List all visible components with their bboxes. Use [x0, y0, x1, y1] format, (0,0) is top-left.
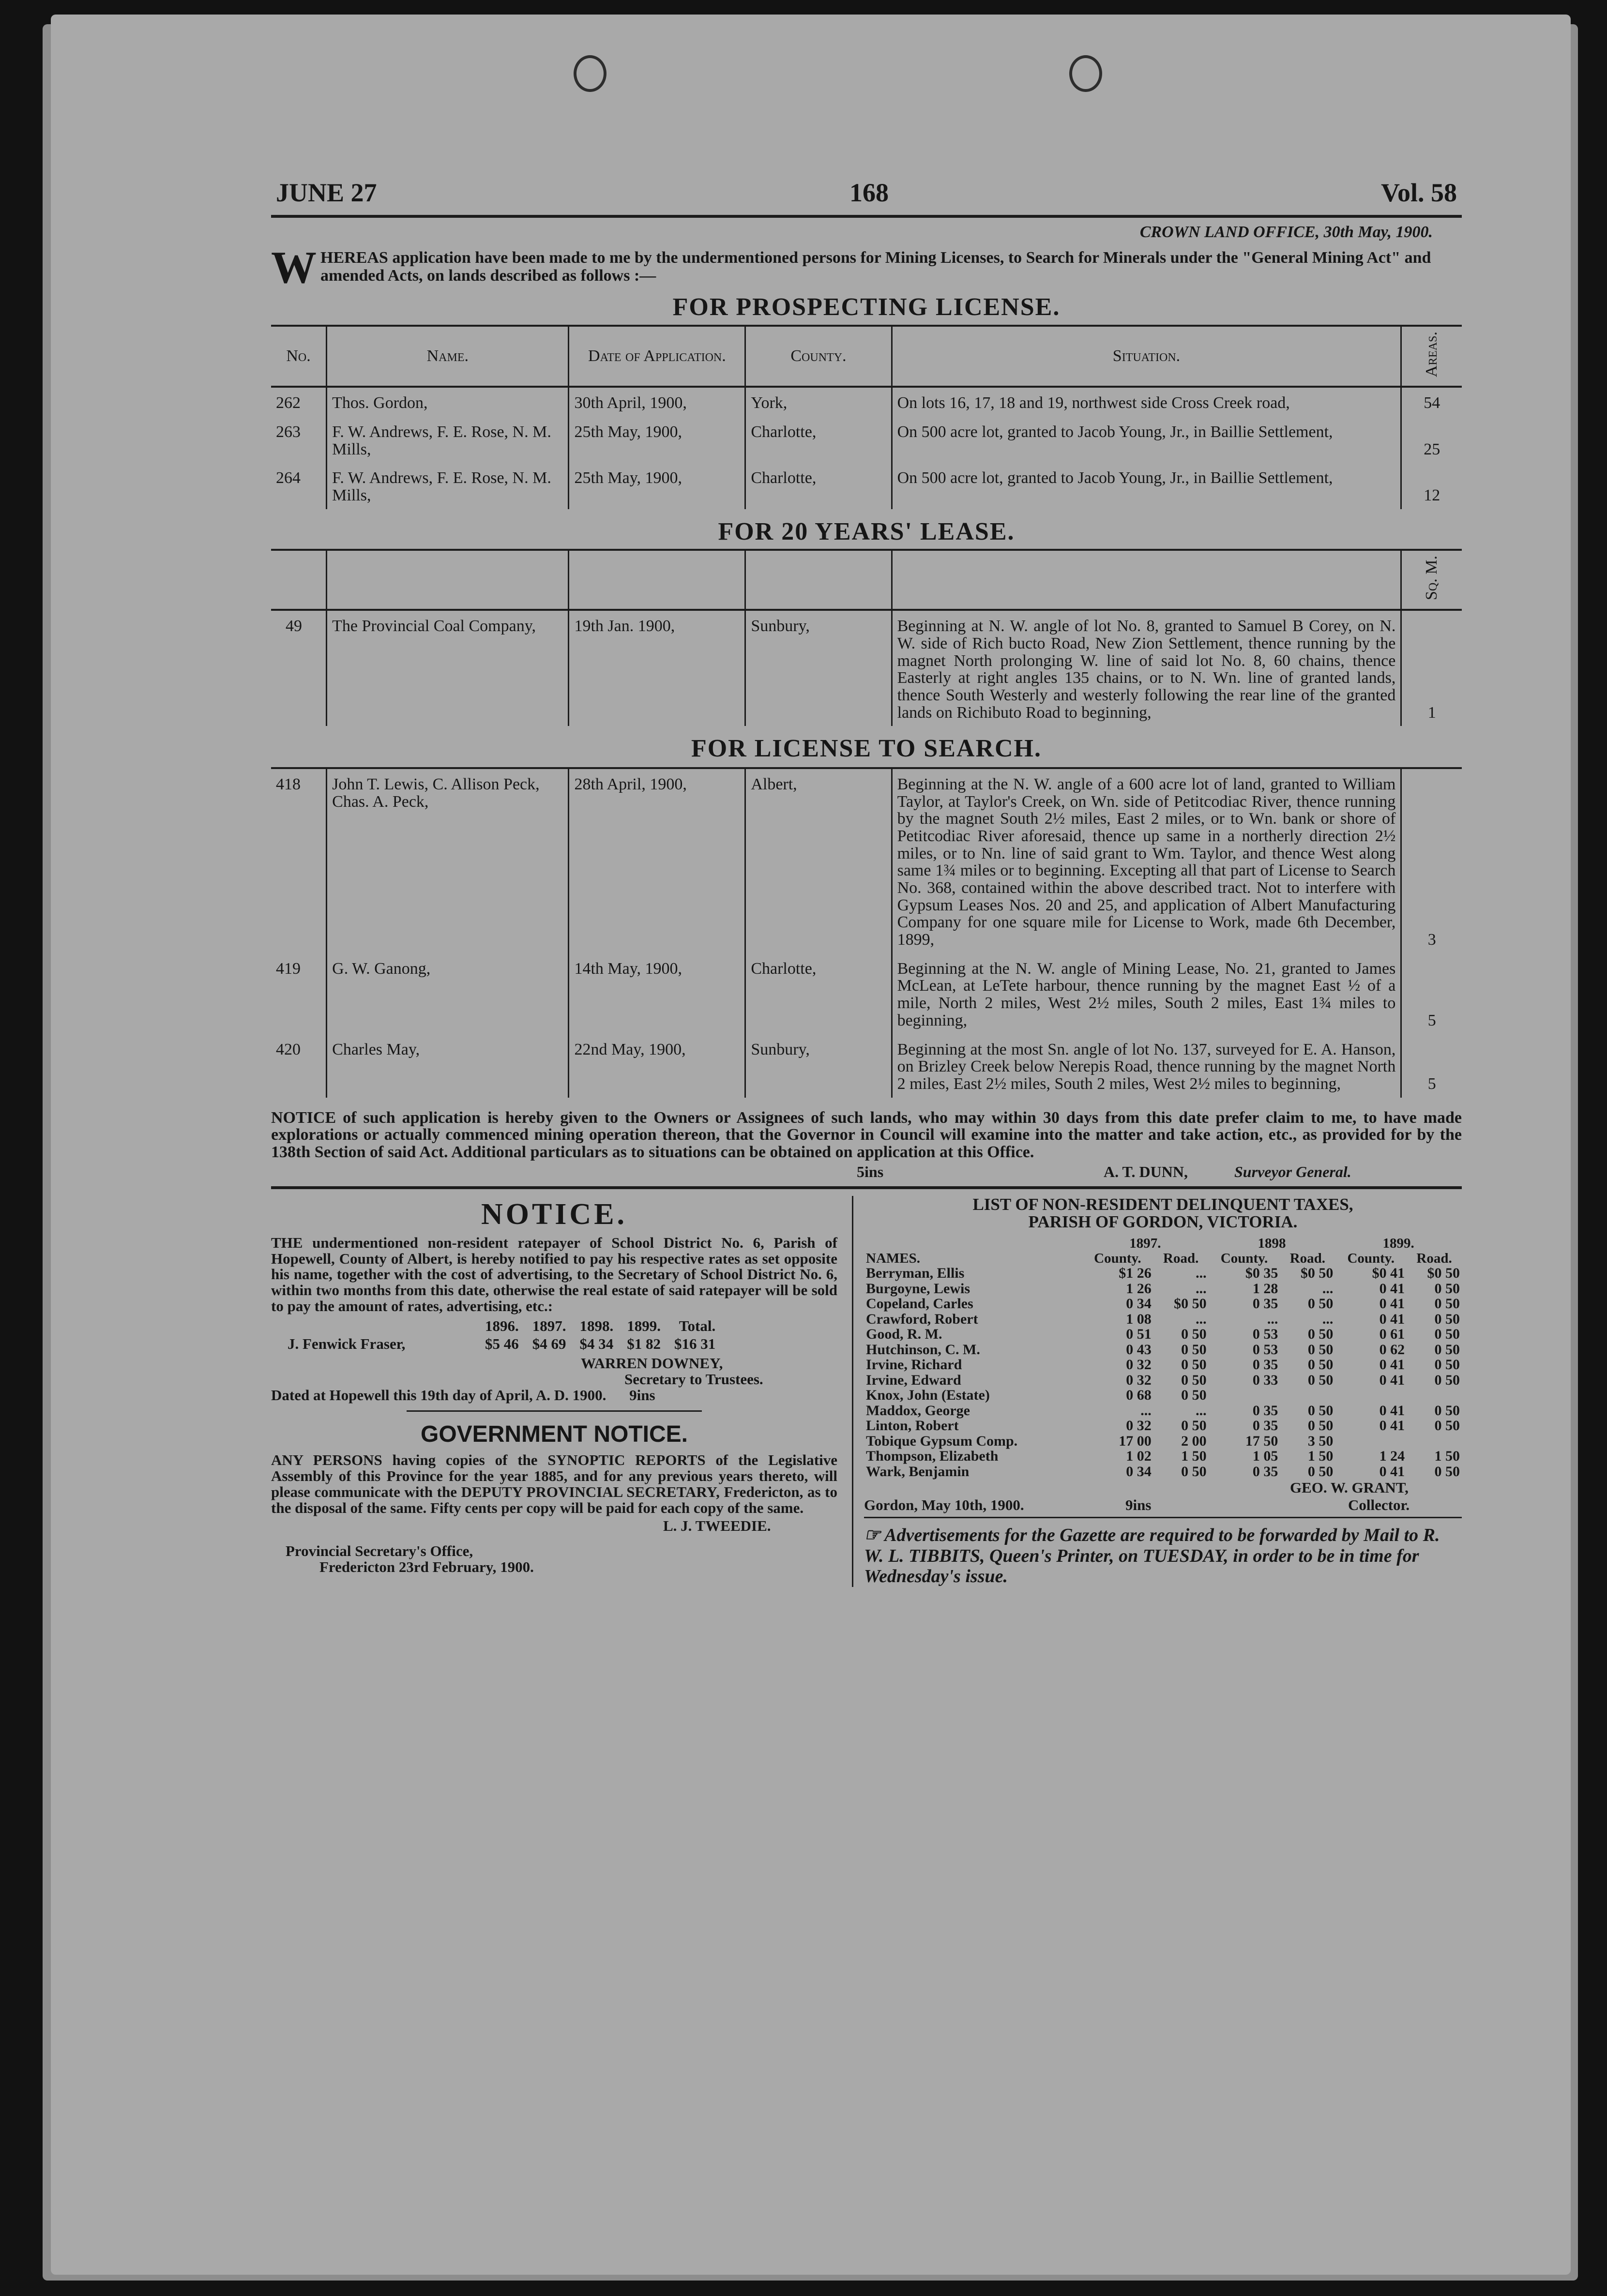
row-no: 264 [271, 463, 327, 509]
col-blank [271, 550, 327, 610]
tax-amount: 1 02 [1126, 1448, 1152, 1465]
row-county: Charlotte, [745, 953, 892, 1034]
tax-col-road: Road. [1416, 1250, 1452, 1266]
tax-col-county: County. [1347, 1250, 1395, 1266]
tax-amount: 0 50 [1307, 1463, 1334, 1480]
tax-amount: 0 50 [1434, 1311, 1460, 1327]
tax-amount: 0 50 [1181, 1372, 1207, 1388]
table-row [271, 387, 1462, 417]
row-name: Thos. Gordon, [327, 387, 569, 417]
tax-amount: 0 50 [1434, 1357, 1460, 1373]
row-no: 418 [271, 769, 327, 953]
collector-title: Collector. [1348, 1496, 1410, 1514]
tax-amount: 0 61 [1379, 1326, 1405, 1343]
tax-amount: ... [1196, 1311, 1207, 1327]
taxpayer-name: Berryman, Ellis [866, 1265, 965, 1282]
search-table [271, 769, 1462, 1098]
tax-amount: 0 50 [1434, 1296, 1460, 1312]
row-name: F. W. Andrews, F. E. Rose, N. M. Mills, [327, 463, 569, 509]
row-area: 25 [1424, 440, 1440, 458]
tax-amount: $0 41 [1372, 1265, 1405, 1282]
signer-title: Surveyor General. [1234, 1163, 1351, 1180]
tax-amount [1335, 1434, 1407, 1449]
tax-amount: 0 50 [1434, 1326, 1460, 1343]
table-row [864, 1434, 1462, 1449]
table-row [864, 1373, 1462, 1388]
tax-amount: ... [1140, 1402, 1152, 1419]
row-date: 30th April, 1900, [569, 387, 745, 417]
table-row [864, 1342, 1462, 1358]
taxpayer-name: Tobique Gypsum Comp. [866, 1433, 1018, 1449]
amount: $5 46 [485, 1335, 519, 1352]
tax-amount [1407, 1434, 1462, 1449]
tax-amount: 1 28 [1252, 1280, 1278, 1297]
row-situation: Beginning at the N. W. angle of Mining Lease, No. 21, granted to James McLean, at LeTete harbour, thence running by the magnet East ½ of a mile, North 2 miles, West 2½ miles, South 2 miles, East 1¾ miles to beginning, [892, 953, 1401, 1034]
school-signer: WARREN DOWNEY, [581, 1355, 723, 1372]
tax-amount: 0 35 [1252, 1357, 1278, 1373]
lower-columns [271, 1196, 1462, 1587]
row-area: 5 [1427, 1011, 1436, 1029]
table-row [864, 1357, 1462, 1373]
divider [407, 1410, 702, 1412]
row-county: Sunbury, [745, 610, 892, 726]
year-1897: 1897. [532, 1317, 566, 1335]
intro-paragraph [271, 242, 1462, 293]
year-1899: 1899. [627, 1317, 661, 1335]
volume-number: Vol. 58 [1380, 178, 1457, 207]
row-situation: On 500 acre lot, granted to Jacob Young, Jr., in Baillie Settlement, [892, 417, 1401, 463]
tax-amount [1209, 1388, 1280, 1403]
tax-table [864, 1236, 1462, 1479]
taxpayer-name: Wark, Benjamin [866, 1463, 970, 1480]
tax-amount: 0 50 [1181, 1357, 1207, 1373]
gov-signer: L. J. TWEEDIE. [663, 1517, 771, 1534]
table-row [864, 1464, 1462, 1480]
taxpayer-name: Crawford, Robert [866, 1311, 978, 1327]
tax-amount: 0 41 [1379, 1402, 1405, 1419]
row-situation: Beginning at N. W. angle of lot No. 8, granted to Samuel B Corey, on N. W. side of Rich bucto Road, New Zion Settlement, thence running by the magnet North prolonging W. line of said lot No. 8, 60 chains, thence Easterly at right angles 135 chains, or to N. Wn. line of granted lands, thence South Westerly and westerly following the rear line of the granted lands on Richibuto Road to beginning, [892, 610, 1401, 726]
intro-text: HEREAS application have been made to me by the undermentioned persons for Mining Licenses, to Search for Minerals under the "General Mining Act" and amended Acts, on lands described as follows :— [320, 248, 1431, 285]
tax-amount: 0 50 [1434, 1402, 1460, 1419]
tax-collector-line [864, 1480, 1462, 1497]
section-title-search: FOR LICENSE TO SEARCH. [271, 736, 1462, 769]
tax-amount: 1 50 [1434, 1448, 1460, 1465]
right-column [853, 1196, 1462, 1587]
section-title-prospecting: FOR PROSPECTING LICENSE. [672, 293, 1061, 321]
tax-amount: 0 50 [1181, 1463, 1207, 1480]
taxpayer-name: Copeland, Carles [866, 1296, 973, 1312]
gov-place-date: Fredericton 23rd February, 1900. [319, 1558, 534, 1576]
issue-date: JUNE 27 [276, 178, 377, 207]
row-county: York, [745, 387, 892, 417]
tax-amount: 0 41 [1379, 1372, 1405, 1388]
tax-dated-line [864, 1497, 1462, 1515]
tax-amount: 0 50 [1181, 1326, 1207, 1343]
prospecting-table [271, 325, 1462, 509]
tax-amount: 0 50 [1307, 1296, 1334, 1312]
office-dateline: CROWN LAND OFFICE, 30th May, 1900. [1139, 223, 1433, 241]
tax-amount: 0 41 [1379, 1463, 1405, 1480]
row-area: 3 [1427, 931, 1436, 949]
tax-amount: 0 33 [1252, 1372, 1278, 1388]
tax-amount: 0 41 [1379, 1418, 1405, 1434]
school-notice-title: NOTICE. [481, 1197, 628, 1231]
tax-amount: 0 50 [1434, 1341, 1460, 1358]
row-no: 420 [271, 1034, 327, 1098]
table-row [271, 417, 1462, 463]
row-no: 262 [271, 387, 327, 417]
table-row [271, 1034, 1462, 1098]
tax-amount: ... [1322, 1311, 1334, 1327]
row-date: 19th Jan. 1900, [569, 610, 745, 726]
table-row [864, 1281, 1462, 1297]
tax-amount: 0 50 [1307, 1418, 1334, 1434]
tax-amount: $0 50 [1174, 1296, 1207, 1312]
header-rule [271, 215, 1462, 218]
tax-amount: 0 53 [1252, 1326, 1278, 1343]
tax-list-title-1: LIST OF NON-RESIDENT DELINQUENT TAXES, [972, 1194, 1353, 1214]
row-county: Charlotte, [745, 417, 892, 463]
col-county: County. [745, 326, 892, 387]
tax-year-1897: 1897. [1129, 1236, 1161, 1252]
tax-amount: ... [1196, 1402, 1207, 1419]
gov-notice-title: GOVERNMENT NOTICE. [420, 1421, 688, 1447]
tax-amount: 0 43 [1126, 1341, 1152, 1358]
drop-cap: W [271, 242, 317, 293]
row-date: 25th May, 1900, [569, 417, 745, 463]
divider [864, 1517, 1462, 1518]
table-row [271, 953, 1462, 1034]
tax-amount: 0 50 [1181, 1418, 1207, 1434]
table-row [271, 463, 1462, 509]
row-no: 263 [271, 417, 327, 463]
tax-amount: 1 24 [1379, 1448, 1405, 1465]
table-header-row [271, 326, 1462, 387]
tax-amount: 0 32 [1126, 1372, 1152, 1388]
tax-amount: 0 41 [1379, 1311, 1405, 1327]
fees-table [281, 1317, 722, 1353]
table-row [864, 1312, 1462, 1327]
table-row [271, 610, 1462, 726]
tax-amount: 0 50 [1307, 1402, 1334, 1419]
taxpayer-name: Irvine, Edward [866, 1372, 961, 1388]
amount: $1 82 [627, 1335, 661, 1352]
tax-amount: 0 35 [1252, 1418, 1278, 1434]
tax-col-road: Road. [1163, 1250, 1199, 1266]
col-blank [892, 550, 1401, 610]
row-county: Albert, [745, 769, 892, 953]
tax-amount: $1 26 [1119, 1265, 1152, 1282]
row-area: 54 [1424, 394, 1440, 412]
tax-amount [1280, 1388, 1335, 1403]
taxpayer-name: Maddox, George [866, 1402, 970, 1419]
row-date: 22nd May, 1900, [569, 1034, 745, 1098]
row-no: 419 [271, 953, 327, 1034]
payer-name: J. Fenwick Fraser, [288, 1335, 406, 1352]
tax-amount: ... [1322, 1280, 1334, 1297]
taxpayer-name: Good, R. M. [866, 1326, 942, 1343]
year-total: Total. [679, 1317, 716, 1335]
col-areas-label: Areas. [1423, 332, 1441, 378]
gov-office: Provincial Secretary's Office, [286, 1542, 473, 1560]
tax-amount: 0 50 [1181, 1341, 1207, 1358]
col-name: Name. [327, 326, 569, 387]
col-areas [1401, 326, 1462, 387]
tax-amount: 0 53 [1252, 1341, 1278, 1358]
row-county: Sunbury, [745, 1034, 892, 1098]
taxpayer-name: Knox, John (Estate) [866, 1387, 990, 1404]
tax-amount: 0 50 [1434, 1372, 1460, 1388]
tax-amount: $0 50 [1300, 1265, 1334, 1282]
col-blank [569, 550, 745, 610]
tax-year-1898: 1898 [1258, 1236, 1286, 1252]
table-row [281, 1335, 722, 1353]
row-date: 14th May, 1900, [569, 953, 745, 1034]
tax-amount: 3 50 [1307, 1433, 1334, 1449]
running-head [271, 179, 1462, 213]
table-row [864, 1403, 1462, 1419]
row-name: The Provincial Coal Company, [327, 610, 569, 726]
page-content [271, 179, 1462, 1587]
col-situation: Situation. [892, 326, 1401, 387]
year-1896: 1896. [485, 1317, 519, 1335]
table-row [864, 1266, 1462, 1281]
col-blank [327, 550, 569, 610]
tax-amount: 1 05 [1252, 1448, 1278, 1465]
tax-amount: 0 62 [1379, 1341, 1405, 1358]
tax-amount: 0 50 [1434, 1463, 1460, 1480]
row-situation: On lots 16, 17, 18 and 19, northwest side Cross Creek road, [892, 387, 1401, 417]
school-signer-title: Secretary to Trustees. [624, 1371, 763, 1388]
tax-amount: ... [1196, 1265, 1207, 1282]
table-row [864, 1449, 1462, 1464]
fees-years-row [281, 1317, 722, 1335]
tax-amount: 0 35 [1252, 1296, 1278, 1312]
tax-col-county: County. [1220, 1250, 1268, 1266]
table-row [864, 1418, 1462, 1434]
amount: $4 69 [532, 1335, 566, 1352]
school-dated-line [271, 1388, 837, 1404]
col-sqm [1401, 550, 1462, 610]
tax-amount: 17 50 [1245, 1433, 1278, 1449]
tax-amount: 1 50 [1307, 1448, 1334, 1465]
notice-signature [271, 1161, 1462, 1184]
lease-table [271, 549, 1462, 726]
table-row [864, 1296, 1462, 1312]
tax-col-names: NAMES. [866, 1250, 920, 1266]
row-area: 1 [1427, 703, 1436, 722]
tax-amount: 0 32 [1126, 1357, 1152, 1373]
table-row [864, 1388, 1462, 1403]
tax-blank [864, 1236, 1082, 1251]
tax-amount [1407, 1388, 1462, 1403]
taxpayer-name: Irvine, Richard [866, 1357, 962, 1373]
taxpayer-name: Thompson, Elizabeth [866, 1448, 999, 1465]
taxpayer-name: Hutchinson, C. M. [866, 1341, 980, 1358]
tax-ins: 9ins [1125, 1496, 1152, 1514]
tax-amount: 1 08 [1126, 1311, 1152, 1327]
left-column [271, 1196, 853, 1587]
row-name: John T. Lewis, C. Allison Peck, Chas. A. Peck, [327, 769, 569, 953]
binding-hole-right [1069, 55, 1102, 92]
gov-notice-body: ANY PERSONS having copies of the SYNOPTIC REPORTS of the Legislative Assembly of this Province for the year 1885, and for any previous years thereto, will please communicate with the DEPUTY PROVINCIAL SECRETARY, Fredericton, as to the disposal of the same. Fifty cents per copy will be paid for each copy of the same. [271, 1451, 837, 1516]
tax-col-county: County. [1094, 1250, 1141, 1266]
page-number: 168 [849, 178, 889, 207]
table-header-row [271, 550, 1462, 610]
table-row [864, 1327, 1462, 1342]
tax-amount: 0 41 [1379, 1357, 1405, 1373]
tax-amount: 1 50 [1181, 1448, 1207, 1465]
application-notice: NOTICE of such application is hereby given to the Owners or Assignees of such lands, who may within 30 days from this date prefer claim to me, to have made explorations or actually commenced mining operation thereon, that the Governor in Council will examine into the matter and take action, etc., as provided for by the 138th Section of said Act. Additional particulars as to situations can be obtained on application at this Office. [271, 1108, 1462, 1161]
row-situation: Beginning at the most Sn. angle of lot No. 137, surveyed for E. A. Hanson, on Brizley Creek below Nerepis Road, thence running by the magnet North 2 miles, East 2½ miles, South 2 miles, West 2½ miles to beginning, [892, 1034, 1401, 1098]
tax-amount: 0 32 [1126, 1418, 1152, 1434]
tax-amount: 0 41 [1379, 1296, 1405, 1312]
year-1898: 1898. [579, 1317, 614, 1335]
row-name: Charles May, [327, 1034, 569, 1098]
school-ins: 9ins [629, 1386, 655, 1404]
signer-name: A. T. DUNN, [1104, 1163, 1188, 1180]
tax-amount: 0 34 [1126, 1463, 1152, 1480]
tax-amount: 0 50 [1181, 1387, 1207, 1404]
tax-amount [1335, 1388, 1407, 1403]
row-date: 25th May, 1900, [569, 463, 745, 509]
row-situation: On 500 acre lot, granted to Jacob Young, Jr., in Baillie Settlement, [892, 463, 1401, 509]
section-title-lease: FOR 20 YEARS' LEASE. [718, 517, 1015, 545]
fees-blank [281, 1317, 478, 1335]
taxpayer-name: Burgoyne, Lewis [866, 1280, 970, 1297]
row-date: 28th April, 1900, [569, 769, 745, 953]
tax-amount: 0 50 [1434, 1280, 1460, 1297]
tax-amount: 0 50 [1307, 1357, 1334, 1373]
tax-amount: 17 00 [1119, 1433, 1152, 1449]
tax-amount: 0 50 [1307, 1341, 1334, 1358]
col-blank [745, 550, 892, 610]
tax-amount: 1 26 [1126, 1280, 1152, 1297]
tax-amount: ... [1196, 1280, 1207, 1297]
tax-amount: ... [1267, 1311, 1278, 1327]
tax-col-road: Road. [1289, 1250, 1326, 1266]
tax-amount: 0 34 [1126, 1296, 1152, 1312]
row-no: 49 [271, 610, 327, 726]
row-name: G. W. Ganong, [327, 953, 569, 1034]
tax-amount: 0 50 [1434, 1418, 1460, 1434]
tax-cols-row [864, 1251, 1462, 1266]
collector-name: GEO. W. GRANT, [1290, 1479, 1409, 1496]
amount-total: $16 31 [674, 1335, 716, 1352]
row-area: 5 [1427, 1074, 1436, 1093]
tax-amount: 0 35 [1252, 1402, 1278, 1419]
col-date: Date of Application. [569, 326, 745, 387]
school-notice-body: THE undermentioned non-resident ratepayer of School District No. 6, Parish of Hopewell, County of Albert, is hereby notified to pay his respective rates as set opposite his name, together with the cost of advertising, to the Secretary of School District No. 6, within two months from this date, otherwise the real estate of said ratepayer will be sold to pay the amount of rates, advertising, etc.: [271, 1234, 837, 1315]
tax-years-row [864, 1236, 1462, 1251]
tax-amount: $0 50 [1427, 1265, 1460, 1282]
notice-ins: 5ins [857, 1163, 884, 1180]
taxpayer-name: Linton, Robert [866, 1418, 959, 1434]
amount: $4 34 [579, 1335, 614, 1352]
binding-hole-left [574, 55, 606, 92]
tax-year-1899: 1899. [1382, 1236, 1414, 1252]
section-rule [271, 1186, 1462, 1189]
tax-amount: 0 51 [1126, 1326, 1152, 1343]
row-situation: Beginning at the N. W. angle of a 600 acre lot of land, granted to William Taylor, at Taylor's Creek, on Wn. side of Petitcodiac River, thence running by the magnet South 2½ miles, East 2 miles, or to Wn. bank or shore of Petitcodiac River aforesaid, thence up same in a northerly direction 2½ miles, or to Nn. line of said grant to Wm. Taylor, and thence West along same 1¾ miles or to beginning. Excepting all that part of License to Search No. 368, contained within the above described tract. Not to interfere with Gypsum Leases Nos. 20 and 25, and application of Albert Manufacturing Company for one square mile for License to Work, made 6th December, 1899, [892, 769, 1401, 953]
tax-rows [864, 1266, 1462, 1479]
tax-amount: 0 35 [1252, 1463, 1278, 1480]
tax-amount: 0 50 [1307, 1372, 1334, 1388]
tax-amount: $0 35 [1245, 1265, 1278, 1282]
tax-amount: 0 50 [1307, 1326, 1334, 1343]
row-area: 12 [1424, 486, 1440, 504]
col-sqm-label: Sq. M. [1423, 556, 1441, 601]
col-no: No. [271, 326, 327, 387]
table-row [271, 769, 1462, 953]
row-name: F. W. Andrews, F. E. Rose, N. M. Mills, [327, 417, 569, 463]
tax-amount: 0 68 [1126, 1387, 1152, 1404]
tax-dated: Gordon, May 10th, 1900. [864, 1496, 1024, 1514]
row-county: Charlotte, [745, 463, 892, 509]
tax-list-title-2: PARISH OF GORDON, VICTORIA. [1028, 1212, 1298, 1232]
tax-amount: 2 00 [1181, 1433, 1207, 1449]
tax-amount: 0 41 [1379, 1280, 1405, 1297]
advertisement-note: ☞ Advertisements for the Gazette are required to be forwarded by Mail to R. W. L. TIBBITS, Queen's Printer, on TUESDAY, in order to be in time for Wednesday's issue. [864, 1525, 1440, 1587]
school-dated: Dated at Hopewell this 19th day of April, A. D. 1900. [271, 1386, 606, 1404]
